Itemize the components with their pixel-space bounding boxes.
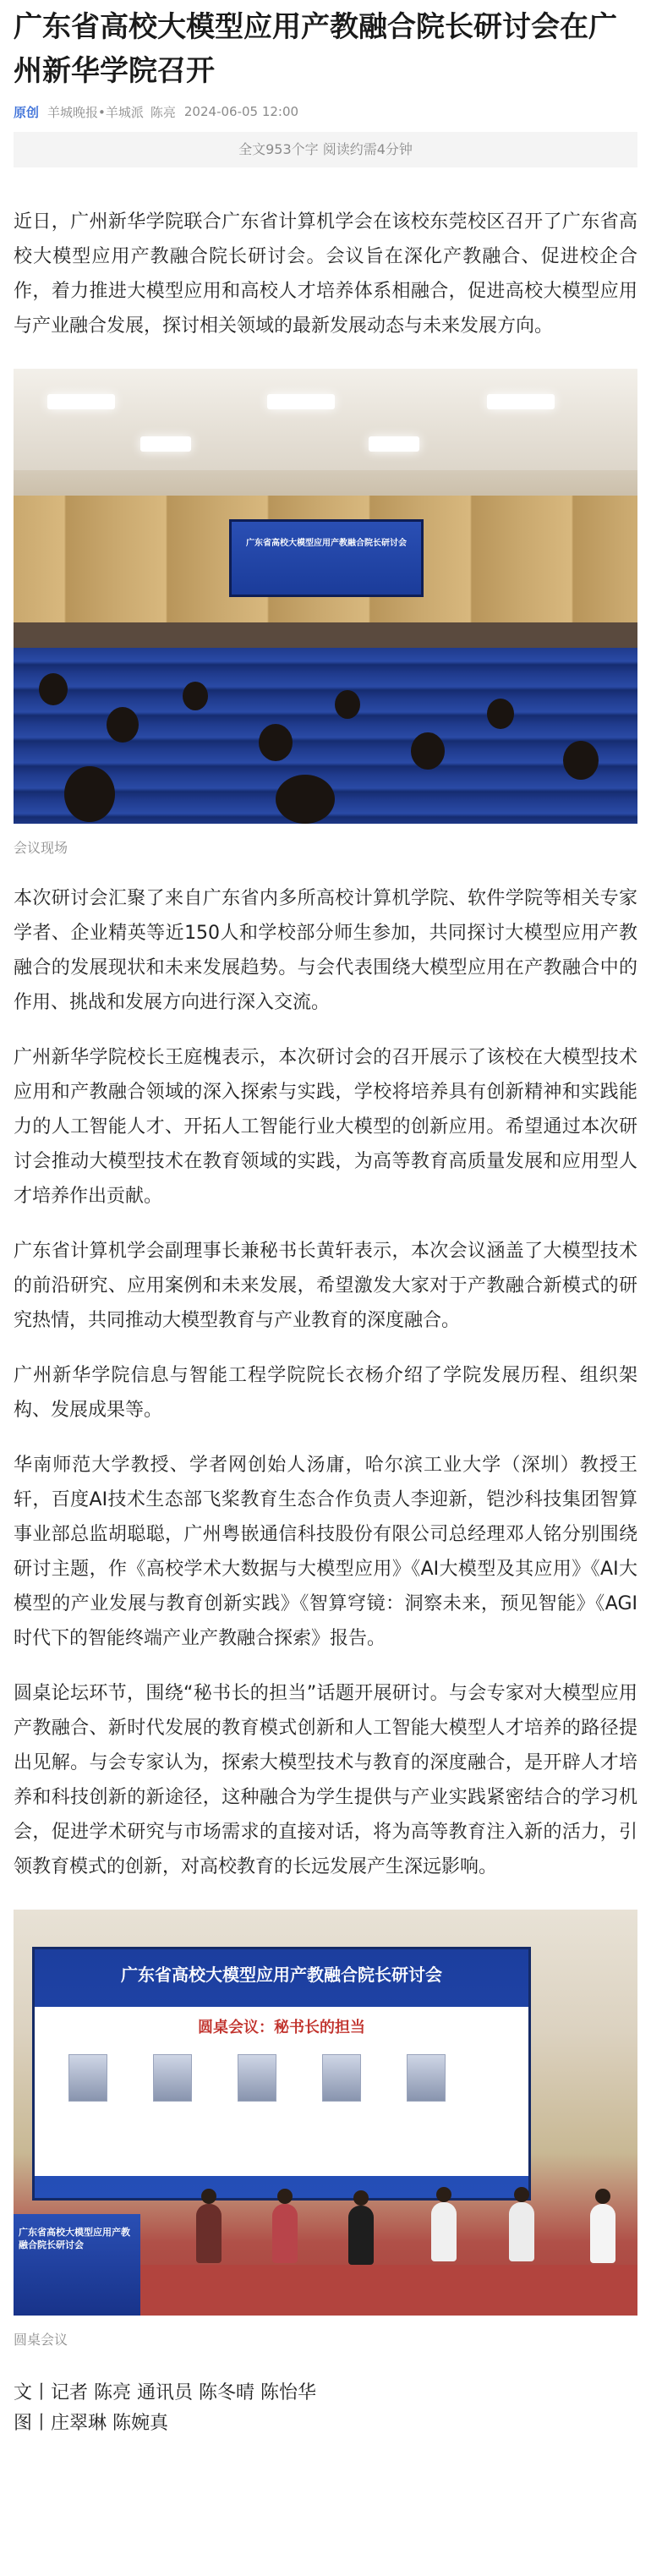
- ceiling: [14, 369, 637, 470]
- credit-text: 文丨记者 陈亮 通讯员 陈冬晴 陈怡华: [14, 2382, 316, 2403]
- panelist-head: [436, 2187, 451, 2202]
- panelist-head: [277, 2189, 293, 2204]
- panel-band-title: 圆桌会议：秘书长的担当: [198, 2019, 365, 2036]
- stage-screen-title: 广东省高校大模型应用产教融合院长研讨会: [246, 539, 407, 548]
- panel-screen: [32, 1947, 531, 2201]
- ceiling-light: [369, 436, 419, 452]
- author-name: 陈亮: [150, 104, 176, 120]
- panelist-head: [595, 2189, 610, 2204]
- rollup-banner-text: 广东省高校大模型应用产教融合院长研讨会: [19, 2227, 130, 2250]
- speaker-portrait: [407, 2054, 446, 2102]
- audience-head: [107, 707, 139, 743]
- venue-photo: [14, 369, 637, 824]
- ceiling-light: [140, 436, 191, 452]
- panelist: [196, 2204, 222, 2263]
- audience-head: [183, 682, 208, 710]
- audience-head: [276, 775, 335, 824]
- ceiling-light: [487, 394, 555, 409]
- panelist: [272, 2204, 298, 2263]
- audience-head: [39, 673, 68, 705]
- speaker-portrait: [68, 2054, 107, 2102]
- article-title: 广东省高校大模型应用产教融合院长研讨会在广州新华学院召开: [14, 10, 617, 88]
- panel-screen-title: 广东省高校大模型应用产教融合院长研讨会: [121, 1965, 442, 1985]
- word-count-banner: 全文953个字 阅读约需4分钟: [14, 132, 637, 167]
- paragraph: 圆桌论坛环节，围绕“秘书长的担当”话题开展研讨。与会专家对大模型应用产教融合、新时代发展的教育模式创新和人工智能大模型人才培养的路径提出见解。与会专家认为，探索大模型技术与教育的深度融合，是开辟人才培养和科技创新的新途径，这种融合为学生提供与产业实践紧密结合的学习机会，促进学术研究与市场需求的直接对话，将为高等教育注入新的活力，引领教育模式的创新，对高校教育的长远发展产生深远影响。: [14, 1683, 637, 1877]
- rollup-banner: [14, 2214, 140, 2316]
- publish-date: 2024-06-05 12:00: [183, 104, 299, 119]
- paragraph: 本次研讨会汇聚了来自广东省内多所高校计算机学院、软件学院等相关专家学者、企业精英等近150人和学校部分师生参加，共同探讨大模型应用产教融合的发展现状和未来发展趋势。与会代表围绕大模型应用在产教融合中的作用、挑战和发展方向进行深入交流。: [14, 888, 637, 1013]
- audience-head: [563, 741, 599, 780]
- credit-photo: 图丨庄翠琳 陈婉真: [14, 2413, 168, 2434]
- figure-roundtable: [14, 1910, 637, 2348]
- audience-head: [335, 690, 360, 719]
- panelist: [431, 2202, 457, 2261]
- audience-head: [487, 699, 514, 729]
- figure-caption: 圆桌会议: [14, 2332, 68, 2348]
- speaker-portrait: [322, 2054, 361, 2102]
- original-tag: 原创: [14, 104, 40, 120]
- panel-band: [35, 2007, 528, 2176]
- panelist-head: [353, 2190, 369, 2206]
- stage-carpet: [140, 2265, 637, 2316]
- speaker-portrait: [238, 2054, 276, 2102]
- audience-head: [64, 766, 115, 822]
- article-meta: [14, 101, 637, 122]
- paragraph: 广州新华学院校长王庭槐表示，本次研讨会的召开展示了该校在大模型技术应用和产教融合领域的深入探索与实践，学校将培养具有创新精神和实践能力的人工智能人才、开拓人工智能行业大模型的创新应用。希望通过本次研讨会推动大模型技术在教育领域的实践，为高等教育高质量发展和应用型人才培养作出贡献。: [14, 1047, 637, 1207]
- roundtable-photo: [14, 1910, 637, 2316]
- paragraph-intro: 近日，广州新华学院联合广东省计算机学会在该校东莞校区召开了广东省高校大模型应用产教融合院长研讨会。会议旨在深化产教融合、促进校企合作，着力推进大模型应用和高校人才培养体系相融合，促进高校大模型应用与产业融合发展，探讨相关领域的最新发展动态与未来发展方向。: [14, 211, 637, 337]
- figure-caption: 会议现场: [14, 840, 68, 856]
- panelist: [590, 2204, 615, 2263]
- stage-screen: [229, 519, 424, 597]
- audience-head: [411, 732, 445, 770]
- audience-head: [259, 724, 293, 761]
- panelist-head: [201, 2189, 216, 2204]
- paragraph: 华南师范大学教授、学者网创始人汤庸，哈尔滨工业大学（深圳）教授王轩，百度AI技术生态部飞桨教育生态合作负责人李迎新，铠沙科技集团智算事业部总监胡聪聪，广州粤嵌通信科技股份有限公司总经理邓人铭分别围绕研讨主题，作《高校学术大数据与大模型应用》《AI大模型及其应用》《AI大模型的产业发展与教育创新实践》《智算穹镜：洞察未来，预见智能》《AGI时代下的智能终端产业产教融合探索》报告。: [14, 1455, 637, 1649]
- panelist-head: [514, 2187, 529, 2202]
- panelist: [509, 2202, 534, 2261]
- source-link[interactable]: 羊城晚报•羊城派: [47, 104, 144, 120]
- panelist: [348, 2206, 374, 2265]
- ceiling-light: [47, 394, 115, 409]
- paragraph: 广州新华学院信息与智能工程学院院长衣杨介绍了学院发展历程、组织架构、发展成果等。: [14, 1365, 637, 1421]
- figure-venue: [14, 369, 637, 856]
- speaker-portrait: [153, 2054, 192, 2102]
- paragraph: 广东省计算机学会副理事长兼秘书长黄轩表示，本次会议涵盖了大模型技术的前沿研究、应用案例和未来发展，希望激发大家对于产教融合新模式的研究热情，共同推动大模型教育与产业教育的深度融合。: [14, 1241, 637, 1331]
- ceiling-light: [267, 394, 335, 409]
